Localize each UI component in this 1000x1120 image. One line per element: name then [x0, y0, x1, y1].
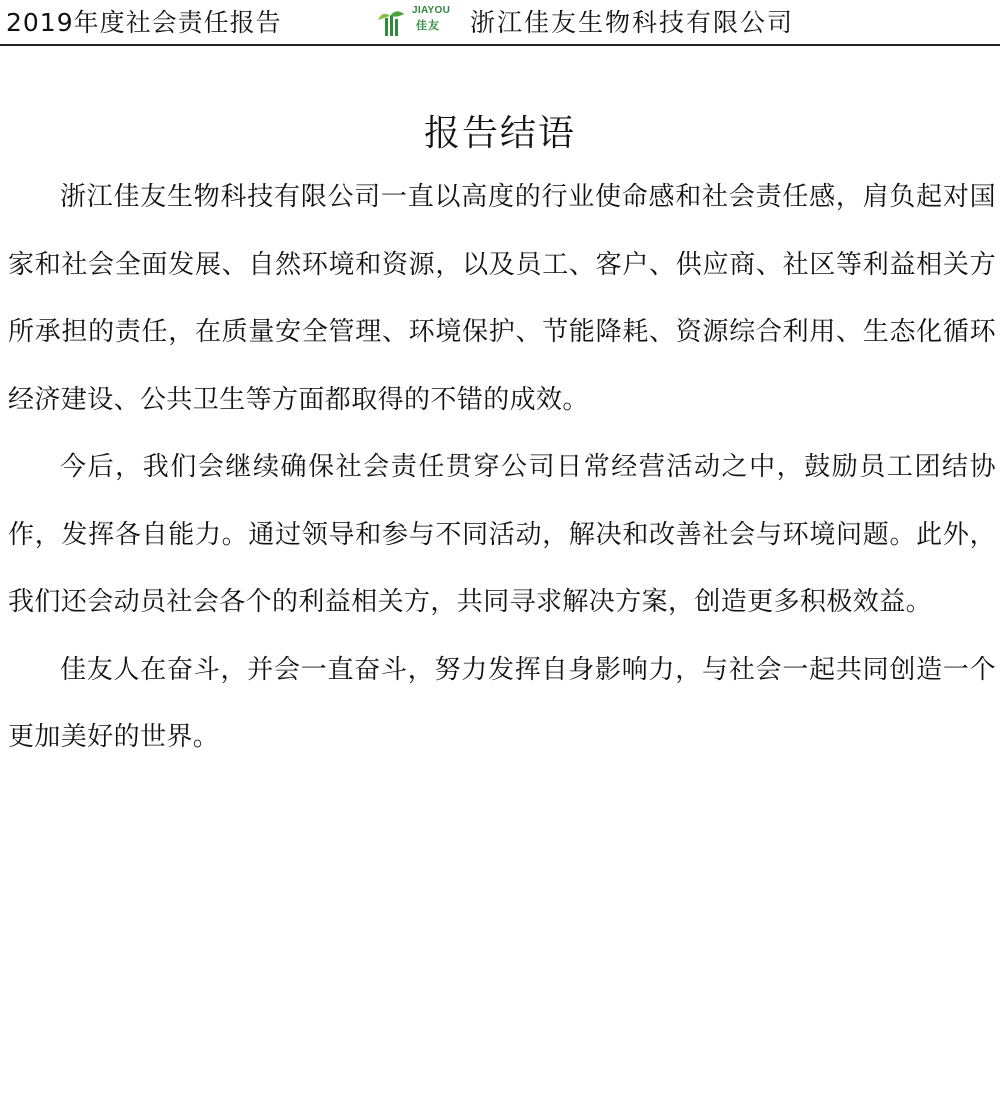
- company-name: 浙江佳友生物科技有限公司: [470, 8, 795, 37]
- paragraph-2: 今后，我们会继续确保社会责任贯穿公司日常经营活动之中，鼓励员工团结协作，发挥各自能力。通过领导和参与不同活动，解决和改善社会与环境问题。此外，我们还会动员社会各个的利益相关方，共同寻求解决方案，创造更多积极效益。: [8, 452, 996, 617]
- paragraph-1: 浙江佳友生物科技有限公司一直以高度的行业使命感和社会责任感，肩负起对国家和社会全面发展、自然环境和资源，以及员工、客户、供应商、社区等利益相关方所承担的责任，在质量安全管理、环境保护、节能降耗、资源综合利用、生态化循环经济建设、公共卫生等方面都取得的不错的成效。: [8, 182, 996, 415]
- paragraph-3: 佳友人在奋斗，并会一直奋斗，努力发挥自身影响力，与社会一起共同创造一个更加美好的世界。: [8, 654, 996, 752]
- page-title: 报告结语: [423, 113, 576, 155]
- logo-text-en: JIAYOU: [412, 5, 451, 16]
- page-header: [0, 0, 1000, 46]
- company-logo: [374, 2, 460, 40]
- logo-mark-icon: [374, 6, 408, 38]
- header-divider: [0, 44, 1000, 46]
- report-title: 2019年度社会责任报告: [6, 8, 282, 37]
- logo-text-cn: 佳友: [416, 19, 440, 32]
- body-text: [8, 164, 996, 772]
